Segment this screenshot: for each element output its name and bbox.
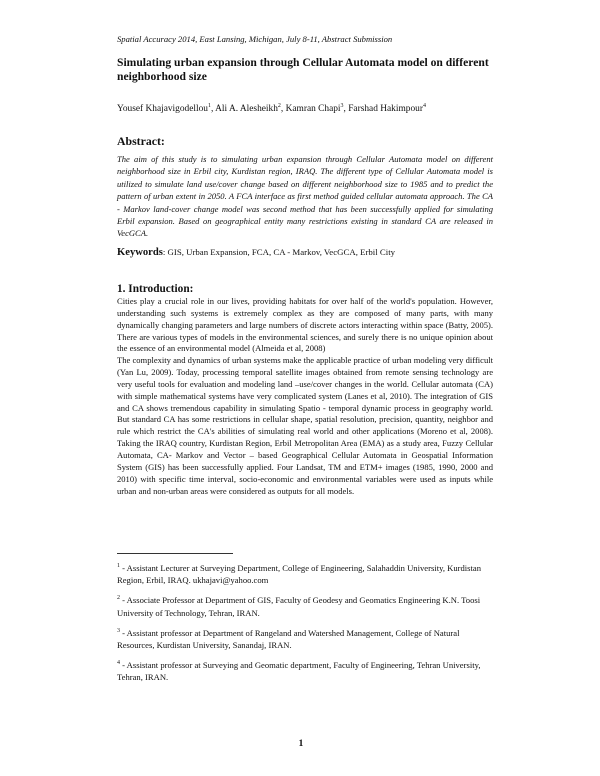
author [286, 104, 349, 114]
author [117, 104, 215, 114]
paragraph: The complexity and dynamics of urban systems make the applicable practice of urban modeling very difficult (Yan Lu, 2009). Today, processing temporal satellite images obtained from remote sensing technology are very useful tools for evaluation and modeling land –use/cover changes in the world. Cellular automata (CA) with simple mathematical systems have very complicated system (Lanes et al, 2010). The integration of GIS and CA shows tremendous capability in simulating Spatio - temporal dynamic process in geography world. But standard CA has some restrictions in cellular shape, spatial resolution, precision, quantity, neighbor and rule which restrict the CA's abilities of simulating real world and other applications (Moreno et al, 2008). Taking the IRAQ country, Kurdistan Region, Erbil Metropolitan Area (EMA) as a study area, Fuzzy Cellular Automata, CA- Markov and Vector – based Geographical Cellular Automata in Geospatial Information System (GIS) has been successfully applied. Four Landsat, TM and ETM+ images (1985, 1990, 2000 and 2010) with specific time interval, socio-economic and environmental variables were used as inputs while urban and non-urban areas were considered as outputs for all models. [117, 355, 493, 496]
footnote [117, 627, 493, 651]
page-number: 1 [298, 738, 304, 749]
introduction-body [117, 296, 493, 497]
footnote [117, 659, 493, 683]
author-name: Farshad Hakimpour [348, 104, 423, 114]
footnote [117, 562, 493, 586]
keywords-text: : GIS, Urban Expansion, FCA, CA - Markov, VecGCA, Erbil City [162, 247, 396, 257]
footnote-text: - Associate Professor at Department of GIS, Faculty of Geodesy and Geomatics Engineering K.N. Toosi University of Technology, Tehran, IRAN. [117, 595, 481, 618]
keywords-label: Keywords [117, 247, 163, 258]
footnote-mark: 1 [117, 563, 120, 570]
abstract-text: The aim of this study is to simulating urban expansion through Cellular Automata model on different neighborhood size in Erbil city, Kurdistan region, IRAQ. The different type of Cellular Automata model is utilized to simulate land use/cover change based on different neighborhood size to 1985 and to predict the pattern of urban extent in 2050. A FCA interface as first method guided cellular automata approach. The CA - Markov land-cover change model was second method that has been successfully applied for simulating Erbil expansion. Based on geographical entity many restrictions existing in standard CA are released in VecGCA. [117, 154, 493, 239]
author-separator: , [343, 104, 349, 114]
author-list [117, 104, 507, 114]
footnote-mark: 4 [117, 660, 120, 667]
footnote-text: - Assistant professor at Surveying and Geomatic department, Faculty of Engineering, Tehran University, Tehran, IRAN. [117, 660, 481, 683]
author [348, 104, 426, 114]
footnote-mark: 3 [117, 627, 120, 634]
author-footnote-mark: 4 [422, 102, 426, 109]
abstract-heading: Abstract: [117, 134, 165, 148]
author-separator: , [280, 104, 286, 114]
author-separator: , [210, 104, 216, 114]
paper-title: Simulating urban expansion through Cellular Automata model on different neighborhood size [117, 56, 489, 83]
footnote [117, 594, 493, 618]
author-name: Yousef Khajavigodellou [117, 104, 208, 114]
footnote-divider [117, 553, 233, 554]
author [215, 104, 285, 114]
keywords [117, 247, 497, 258]
paragraph: Cities play a crucial role in our lives, providing habitats for over half of the world's population. However, understanding such systems is extremely complex as they are composed of many parts, with many dynamically changing parameters and large numbers of discrete actors interacting within space (Batty, 2005). There are various types of models in the environmental sciences, and surely there is no unique opinion about the essence of an environmental model (Almeida et al, 2008) [117, 296, 493, 354]
author-footnote-mark: 3 [340, 102, 344, 109]
footnotes [117, 562, 493, 692]
footnote-text: - Assistant Lecturer at Surveying Department, College of Engineering, Salahaddin University, Kurdistan Region, Erbil, IRAQ. ukhajavi@yahoo.com [117, 563, 482, 586]
conference-header: Spatial Accuracy 2014, East Lansing, Michigan, July 8-11, Abstract Submission [117, 34, 393, 44]
footnote-text: - Assistant professor at Department of Rangeland and Watershed Management, College of Natural Resources, Kurdistan University, Sanandaj, IRAN. [117, 627, 460, 651]
author-name: Ali A. Alesheikh [215, 104, 278, 114]
author-footnote-mark: 1 [207, 102, 211, 109]
author-name: Kamran Chapi [285, 104, 341, 114]
footnote-mark: 2 [117, 595, 120, 602]
author-footnote-mark: 2 [277, 102, 281, 109]
section-heading-introduction: 1. Introduction: [117, 283, 194, 295]
